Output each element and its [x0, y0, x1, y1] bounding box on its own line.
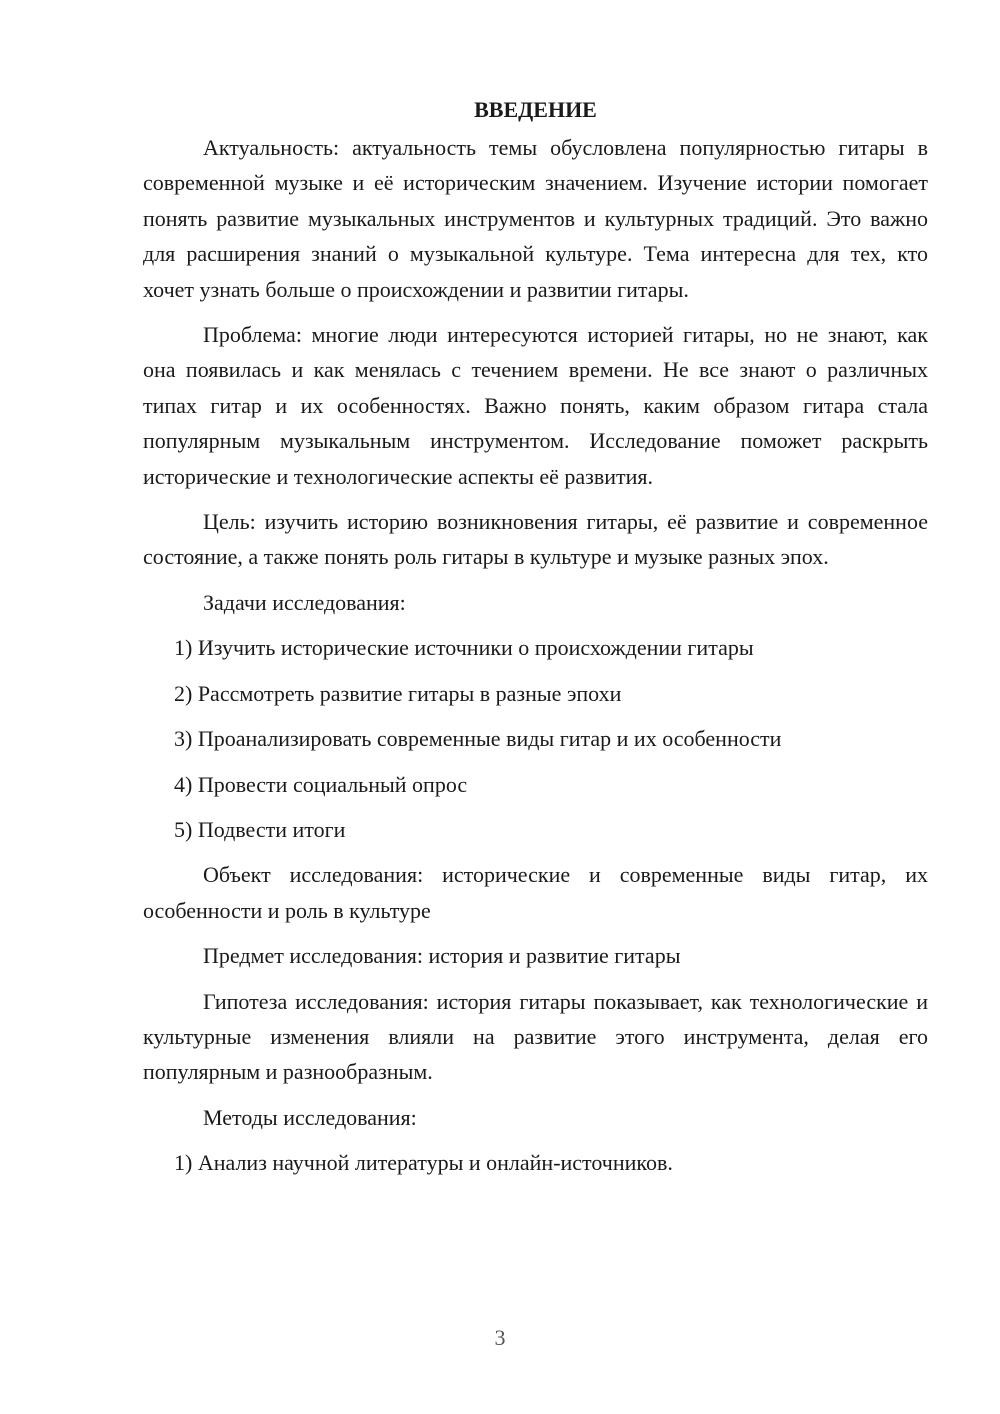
- method-item-1: 1) Анализ научной литературы и онлайн-источников.: [174, 1150, 673, 1176]
- task-item-3: 3) Проанализировать современные виды гитар и их особенности: [174, 726, 782, 752]
- goal-paragraph: Цель: изучить историю возникновения гитары, её развитие и современное состояние, а также понять роль гитары в культуре и музыке разных эпох.: [143, 509, 928, 570]
- page-number: 3: [494, 1325, 506, 1350]
- document-page: [143, 92, 928, 1191]
- relevance-paragraph: Актуальность: актуальность темы обусловлена популярностью гитары в современной музыке и её историческим значением. Изучение истории помогает понять развитие музыкальных инструментов и культурных традиций. Это важно для расширения знаний о музыкальной культуре. Тема интересна для тех, кто хочет узнать больше о происхождении и развитии гитары.: [143, 135, 928, 302]
- task-item-5: 5) Подвести итоги: [174, 816, 346, 842]
- methods-heading: Методы исследования:: [203, 1104, 417, 1130]
- problem-paragraph: Проблема: многие люди интересуются историей гитары, но не знают, как она появилась и как менялась с течением времени. Не все знают о различных типах гитар и их особенностях. Важно понять, каким образом гитара стала популярным музыкальным инструментом. Исследование поможет раскрыть исторические и технологические аспекты её развития.: [143, 322, 928, 489]
- section-title: ВВЕДЕНИЕ: [474, 97, 597, 122]
- object-paragraph: Объект исследования: исторические и современные виды гитар, их особенности и роль в культуре: [143, 862, 928, 923]
- tasks-heading: Задачи исследования:: [203, 589, 406, 615]
- task-item-2: 2) Рассмотреть развитие гитары в разные эпохи: [174, 680, 622, 706]
- task-item-4: 4) Провести социальный опрос: [174, 771, 468, 797]
- subject-paragraph: Предмет исследования: история и развитие гитары: [203, 943, 681, 969]
- task-item-1: 1) Изучить исторические источники о происхождении гитары: [174, 635, 754, 661]
- hypothesis-paragraph: Гипотеза исследования: история гитары показывает, как технологические и культурные изменения влияли на развитие этого инструмента, делая его популярным и разнообразным.: [143, 988, 928, 1085]
